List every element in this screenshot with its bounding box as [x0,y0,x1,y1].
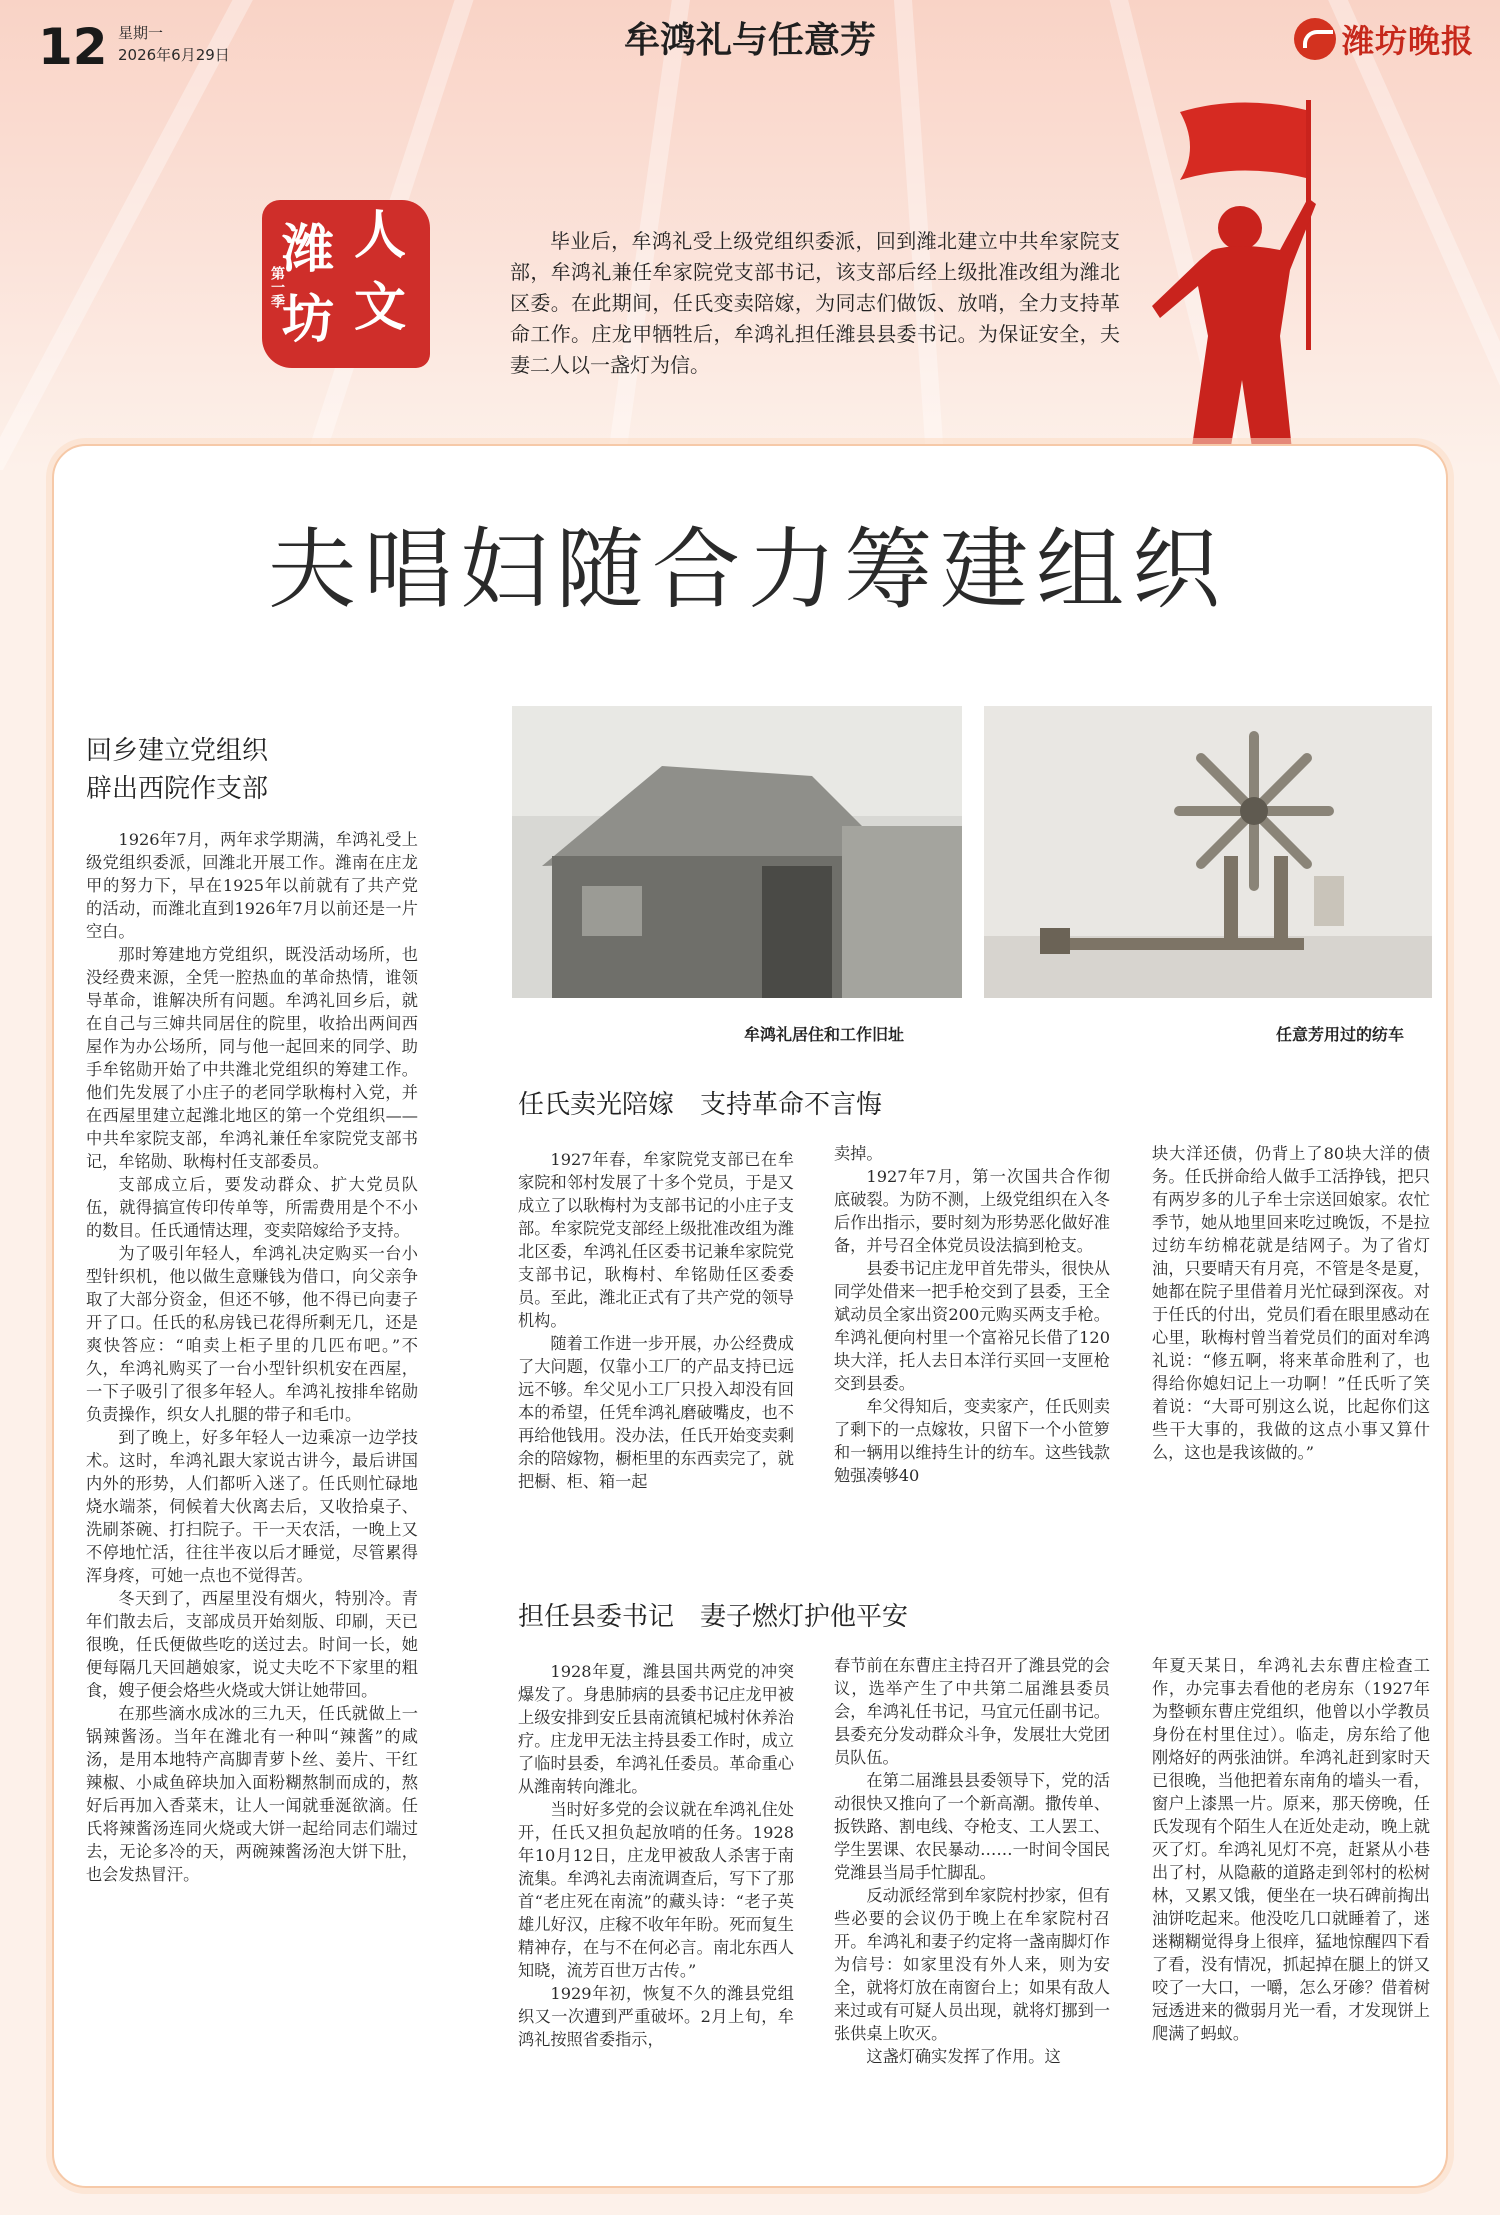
page-number: 12 [38,18,108,76]
section3-title: 担任县委书记 妻子燃灯护他平安 [518,1602,909,1632]
seal-char: 潍 [282,219,335,280]
seal-season: 第一季 [269,266,285,308]
brand-icon [1294,18,1336,60]
seal-char: 人 [354,205,407,266]
paragraph: 块大洋还债，仍背上了80块大洋的债务。任氏拼命给人做手工活挣钱，把只有两岁多的儿子牟士宗送回娘家。农忙季节，她从地里回来吃过晚饭，不是拉过纺车纺棉花就是结网子。为了省灯油，只要晴天有月亮，不管是冬是夏，她都在院子里借着月光忙碌到深夜。对于任氏的付出，党员们看在眼里感动在心里，耿梅村曾当着党员们的面对牟鸿礼说：“修五啊，将来革命胜利了，也得给你媳妇记上一功啊！”任氏听了笑着说：“大哥可别这么说，比起你们这些干大事的，我做的这点小事又算什么，这也是我该做的。” [1152,1144,1430,1462]
photo-caption-right: 任意芳用过的纺车 [1276,1025,1405,1044]
brand-name: 潍坊晚报 [1341,22,1474,60]
paragraph: 1928年夏，潍县国共两党的冲突爆发了。身患肺病的县委书记庄龙甲被上级安排到安丘县南流镇杞城村休养治疗。庄龙甲无法主持县委工作时，成立了临时县委，牟鸿礼任委员。革命重心从潍南转向潍北。 [518,1662,794,1796]
paragraph: 到了晚上，好多年轻人一边乘凉一边学技术。这时，牟鸿礼跟大家说古讲今，最后讲国内外的形势，人们都听入迷了。任氏则忙碌地烧水端茶，伺候着大伙离去后，又收拾桌子、洗刷茶碗、打扫院子。干一天农活，一晚上又不停地忙活，往往半夜以后才睡觉，尽管累得浑身疼，可她一点也不觉得苦。 [86,1428,418,1585]
paragraph: 这盏灯确实发挥了作用。这 [866,2047,1061,2066]
section2-column-1 [518,1148,794,1493]
paragraph: 牟父得知后，变卖家产，任氏则卖了剩下的一点嫁妆，只留下一个小笸箩和一辆用以维持生计的纺车。这些钱款勉强凑够40 [834,1397,1110,1485]
brand-logo [1294,16,1474,62]
section2-title: 任氏卖光陪嫁 支持革命不言悔 [518,1090,883,1120]
paragraph: 为了吸引年轻人，牟鸿礼决定购买一台小型针织机，他以做生意赚钱为借口，向父亲争取了大部分资金，但还不够，他不得已向妻子开了口。任氏的私房钱已花得所剩无几，还是爽快答应：“咱卖上柜子里的几匹布吧。”不久，牟鸿礼购买了一台小型针织机安在西屋，一下子吸引了很多年轻人。牟鸿礼按排牟铭勋负责操作，织女人扎腿的带子和毛巾。 [86,1244,418,1424]
section1-title-line1: 回乡建立党组织 [86,736,269,766]
flag-bearer-illustration [1120,100,1380,490]
section1-title-line2: 辟出西院作支部 [86,774,269,804]
seal-char: 文 [354,277,407,338]
paragraph: 县委书记庄龙甲首先带头，很快从同学处借来一把手枪交到了县委，王全斌动员全家出资200元购买两支手枪。牟鸿礼便向村里一个富裕兄长借了120块大洋，托人去日本洋行买回一支匣枪交到县委。 [834,1259,1110,1393]
seal-char: 坊 [282,289,335,350]
section2-column-2 [834,1142,1110,1487]
issue-date: 2026年6月29日 [118,46,230,64]
paragraph: 那时筹建地方党组织，既没活动场所，也没经费来源，全凭一腔热血的革命热情，谁领导革命，谁解决所有问题。牟鸿礼回乡后，就在自己与三婶共同居住的院里，收拾出两间西屋作为办公场所，同与他一起回来的同学、助手牟铭勋开始了中共潍北党组织的筹建工作。他们先发展了小庄子的老同学耿梅村入党，并在西屋里建立起潍北地区的第一个党组织——中共牟家院支部，牟鸿礼兼任牟家院党支部书记，牟铭勋、耿梅村任支部委员。 [86,945,418,1171]
paragraph: 随着工作进一步开展，办公经费成了大问题，仅靠小工厂的产品支持已远远不够。牟父见小工厂只投入却没有回本的希望，任凭牟鸿礼磨破嘴皮，也不再给他钱用。没办法，任氏开始变卖剩余的陪嫁物，橱柜里的东西卖完了，就把橱、柜、箱一起 [518,1334,794,1491]
section3-column-1 [518,1660,794,2051]
main-headline: 夫唱妇随合力筹建组织 [267,518,1228,621]
column-seal [262,200,430,368]
section3-column-2 [834,1654,1110,2068]
paragraph: 年夏天某日，牟鸿礼去东曹庄检查工作，办完事去看他的老房东（1927年为整顿东曹庄党组织，他曾以小学教员身份在村里住过）。临走，房东给了他刚烙好的两张油饼。牟鸿礼赶到家时天已很晚，当他把着东南角的墙头一看，窗户上漆黑一片。原来，那天傍晚，任氏发现有个陌生人在近处走动，晚上就灭了灯。牟鸿礼见灯不亮，赶紧从小巷出了村，从隐蔽的道路走到邻村的松树林，又累又饿，便坐在一块石碑前掏出油饼吃起来。他没吃几口就睡着了，迷迷糊糊觉得身上很痒，猛地惊醒四下看了看，没有情况，抓起掉在腿上的饼又咬了一大口，一嚼，怎么牙碜？借着树冠透进来的微弱月光一看，才发现饼上爬满了蚂蚁。 [1152,1656,1430,2043]
paragraph: 冬天到了，西屋里没有烟火，特别冷。青年们散去后，支部成员开始刻版、印刷，天已很晚，任氏便做些吃的送过去。时间一长，她便每隔几天回趟娘家，说丈夫吃不下家里的粗食，嫂子便会烙些火烧或大饼让她带回。 [86,1589,418,1700]
paragraph: 1926年7月，两年求学期满，牟鸿礼受上级党组织委派，回潍北开展工作。潍南在庄龙甲的努力下，早在1925年以前就有了共产党的活动，而潍北直到1926年7月以前还是一片空白。 [86,830,418,941]
page-header [0,0,1500,80]
paragraph: 卖掉。 [834,1144,883,1163]
intro-summary: 毕业后，牟鸿礼受上级党组织委派，回到潍北建立中共牟家院支部，牟鸿礼兼任牟家院党支部书记，该支部后经上级批准改组为潍北区委。在此期间，任氏变卖陪嫁，为同志们做饭、放哨，全力支持革命工作。庄龙甲牺牲后，牟鸿礼担任潍县县委书记。为保证安全，夫妻二人以一盏灯为信。 [510,229,1120,377]
paragraph: 在那些滴水成冰的三九天，任氏就做上一锅辣酱汤。当年在潍北有一种叫“辣酱”的咸汤，是用本地特产高脚青萝卜丝、姜片、干红辣椒、小咸鱼碎块加入面粉糊熬制而成的，熬好后再加入香菜末，让人一闻就垂涎欲滴。任氏将辣酱汤连同火烧或大饼一起给同志们端过去，无论多冷的天，两碗辣酱汤泡大饼下肚，也会发热冒汗。 [86,1704,418,1884]
section3-column-3 [1152,1654,1430,2045]
paragraph: 1927年7月，第一次国共合作彻底破裂。为防不测，上级党组织在入冬后作出指示，要时刻为形势恶化做好准备，并号召全体党员设法搞到枪支。 [834,1167,1110,1255]
paragraph: 当时好多党的会议就在牟鸿礼住处开，任氏又担负起放哨的任务。1928年10月12日，庄龙甲被敌人杀害于南流集。牟鸿礼去南流调查后，写下了那首“老庄死在南流”的藏头诗：“老子英雄儿好汉，庄稼不收年年盼。死而复生精神存，在与不在何必言。南北东西人知晓，流芳百世万古传。” [518,1800,794,1980]
section1-title [86,732,268,808]
paragraph: 反动派经常到牟家院村抄家，但有些必要的会议仍于晚上在牟家院村召开。牟鸿礼和妻子约定将一盏南脚灯作为信号：如家里没有外人来，则为安全，就将灯放在南窗台上；如果有敌人来过或有可疑人员出现，就将灯挪到一张供桌上吹灭。 [834,1886,1110,2043]
old-residence-photo [512,706,962,998]
section2-column-3 [1152,1142,1430,1464]
weekday: 星期一 [118,24,164,42]
section1-body [86,828,418,1886]
paragraph: 在第二届潍县县委领导下，党的活动很快又推向了一个新高潮。撒传单、扳铁路、割电线、夺枪支、工人罢工、学生罢课、农民暴动……一时间令国民党潍县当局手忙脚乱。 [834,1771,1110,1882]
spinning-wheel-photo [984,706,1432,998]
section-header-title: 牟鸿礼与任意芳 [623,20,876,61]
paragraph: 1929年初，恢复不久的潍县党组织又一次遭到严重破坏。2月上旬，牟鸿礼按照省委指示， [518,1984,794,2049]
paragraph: 春节前在东曹庄主持召开了潍县党的会议，选举产生了中共第二届潍县委员会，牟鸿礼任书记，马宜元任副书记。县委充分发动群众斗争，发展壮大党团员队伍。 [834,1656,1110,1767]
paragraph: 支部成立后，要发动群众、扩大党员队伍，就得搞宣传印传单等，所需费用是个不小的数目。任氏通情达理，变卖陪嫁给予支持。 [86,1175,418,1240]
photo-caption-left: 牟鸿礼居住和工作旧址 [744,1025,905,1044]
paragraph: 1927年春，牟家院党支部已在牟家院和邻村发展了十多个党员，于是又成立了以耿梅村为支部书记的小庄子支部。牟家院党支部经上级批准改组为潍北区委，牟鸿礼任区委书记兼牟家院党支部书记，耿梅村、牟铭勋任区委委员。至此，潍北正式有了共产党的领导机构。 [518,1150,794,1330]
